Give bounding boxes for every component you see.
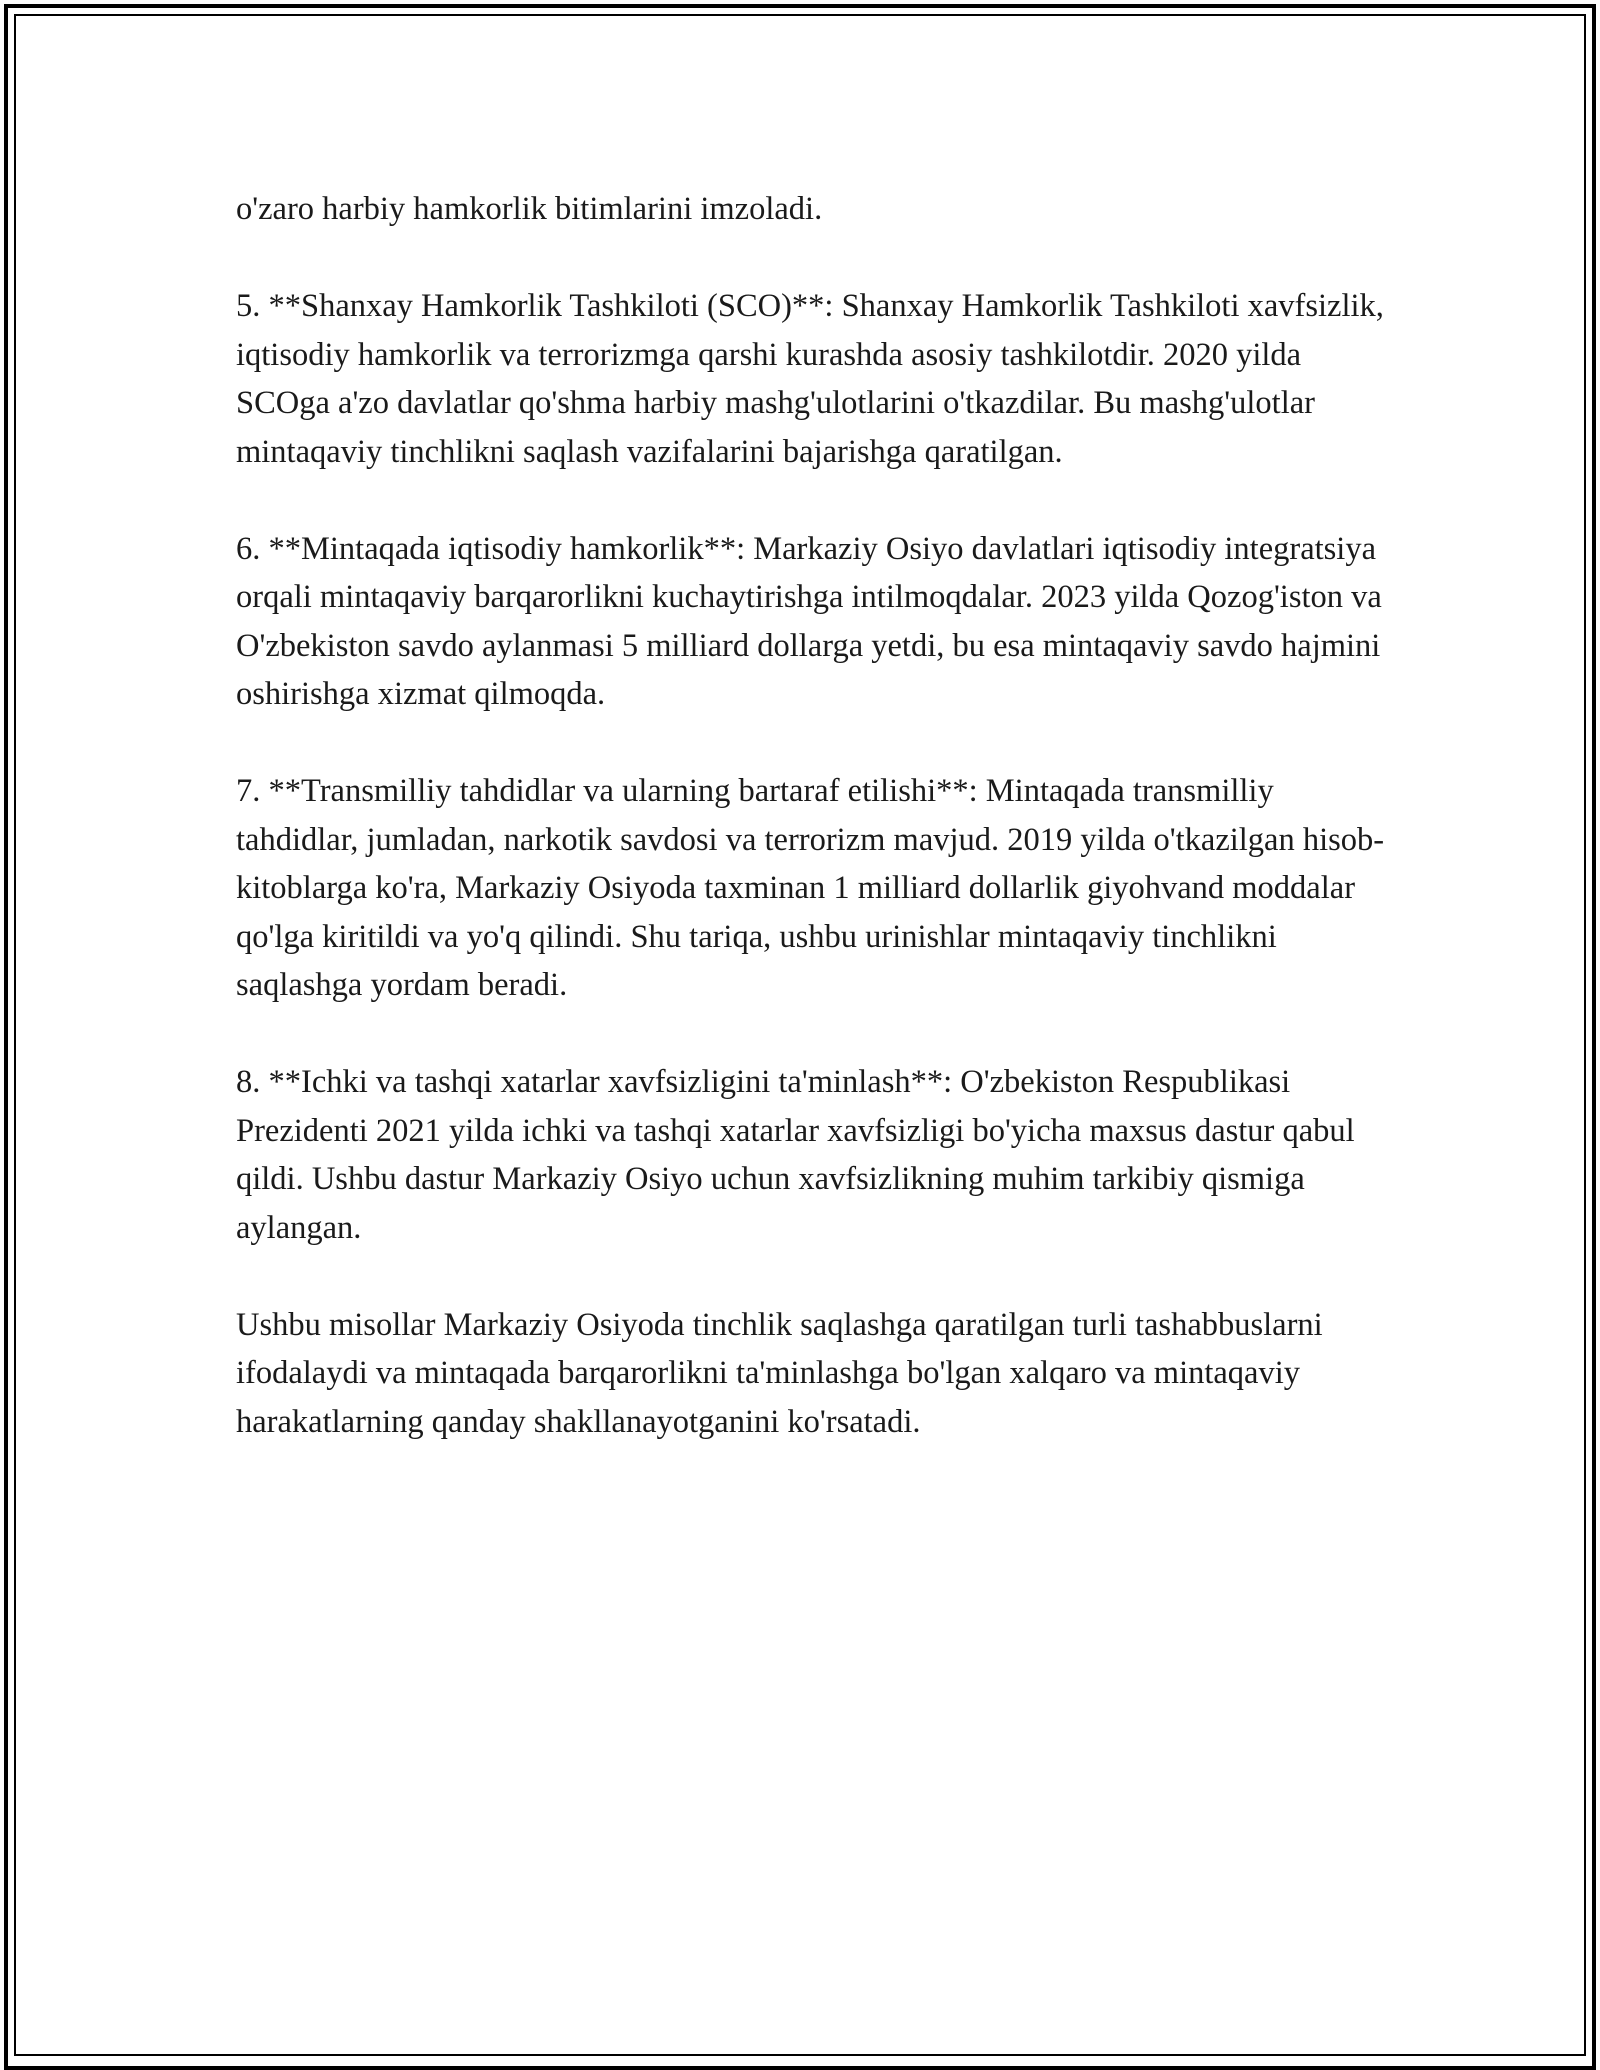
paragraph-item-8: 8. **Ichki va tashqi xatarlar xavfsizligini ta'minlash**: O'zbekiston Respublikasi Prezidenti 2021 yilda ichki va tashqi xatarlar xavfsizligi bo'yicha maxsus dastur qabul qildi. Ushbu dastur Markaziy Osiyo uchun xavfsizlikning muhim tarkibiy qismiga aylangan. [236, 1064, 1355, 1246]
paragraph-continuation: o'zaro harbiy hamkorlik bitimlarini imzoladi. [236, 191, 823, 227]
paragraph-item-6: 6. **Mintaqada iqtisodiy hamkorlik**: Markaziy Osiyo davlatlari iqtisodiy integratsiya orqali mintaqaviy barqarorlikni kuchaytirishga intilmoqdalar. 2023 yilda Qozog'iston va O'zbekiston savdo aylanmasi 5 milliard dollarga yetdi, bu esa mintaqaviy savdo hajmini oshirishga xizmat qilmoqda. [236, 530, 1382, 712]
document-body [236, 185, 1396, 1495]
paragraph-item-5: 5. **Shanxay Hamkorlik Tashkiloti (SCO)**: Shanxay Hamkorlik Tashkiloti xavfsizlik, iqtisodiy hamkorlik va terrorizmga qarshi kurashda asosiy tashkilotdir. 2020 yilda SCOga a'zo davlatlar qo'shma harbiy mashg'ulotlarini o'tkazdilar. Bu mashg'ulotlar mintaqaviy tinchlikni saqlash vazifalarini bajarishga qaratilgan. [236, 288, 1384, 470]
paragraph-conclusion: Ushbu misollar Markaziy Osiyoda tinchlik saqlashga qaratilgan turli tashabbuslarni ifodalaydi va mintaqada barqarorlikni ta'minlashga bo'lgan xalqaro va mintaqaviy harakatlarning qanday shakllanayotganini ko'rsatadi. [236, 1306, 1323, 1440]
paragraph-item-7: 7. **Transmilliy tahdidlar va ularning bartaraf etilishi**: Mintaqada transmilliy tahdidlar, jumladan, narkotik savdosi va terrorizm mavjud. 2019 yilda o'tkazilgan hisob-kitoblarga ko'ra, Markaziy Osiyoda taxminan 1 milliard dollarlik giyohvand moddalar qo'lga kiritildi va yo'q qilindi. Shu tariqa, ushbu urinishlar mintaqaviy tinchlikni saqlashga yordam beradi. [236, 773, 1385, 1003]
